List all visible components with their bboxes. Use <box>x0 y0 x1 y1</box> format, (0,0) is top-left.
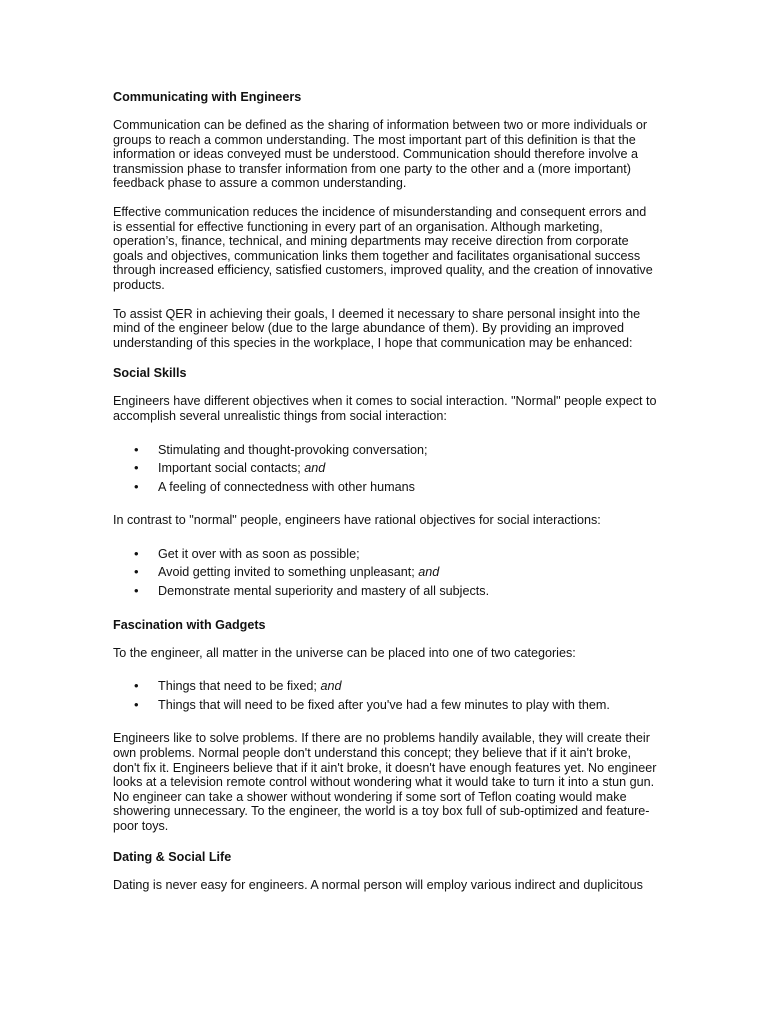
bullet-list <box>113 547 658 599</box>
list-item: • Stimulating and thought-provoking conversation; <box>134 441 428 457</box>
heading-dating: Dating & Social Life <box>113 849 232 864</box>
list-item: • Things that will need to be fixed after you've had a few minutes to play with them. <box>134 696 610 712</box>
list-item: • Avoid getting invited to something unpleasant; and <box>134 564 440 580</box>
paragraph: Effective communication reduces the incidence of misunderstanding and consequent errors and is essential for effective functioning in every part of an organisation. Although marketing, operation’s, finance, technical, and mining departments may receive direction from corporate goals and objectives, communication links them together and facilitates organisational success through increased efficiency, satisfied customers, improved quality, and the creation of innovative products. <box>113 204 653 292</box>
section-communicating <box>113 90 658 350</box>
paragraph: Communication can be defined as the sharing of information between two or more individuals or groups to reach a common understanding. The most important part of this definition is that the information or ideas conveyed must be understood. Communication should therefore involve a transmission phase to transfer information from one party to the other and a (more important) feedback phase to assure a common understanding. <box>113 118 648 191</box>
bullet-icon: • <box>134 478 139 494</box>
paragraph: In contrast to "normal" people, engineers have rational objectives for social interactions: <box>113 513 601 528</box>
paragraph: To the engineer, all matter in the universe can be placed into one of two categories: <box>113 645 576 660</box>
paragraph: Dating is never easy for engineers. A normal person will employ various indirect and duplicitous <box>113 877 643 892</box>
paragraph: Engineers have different objectives when it comes to social interaction. "Normal" people expect to accomplish several unrealistic things from social interaction: <box>113 394 657 423</box>
paragraph: To assist QER in achieving their goals, I deemed it necessary to share personal insight into the mind of the engineer below (due to the large abundance of them). By providing an improved understanding of this species in the workplace, I hope that communication may be enhanced: <box>113 306 641 350</box>
paragraph: Engineers like to solve problems. If there are no problems handily available, they will create their own problems. Normal people don't understand this concept; they believe that if it ain't broke, don't fix it. Engineers believe that if it ain't broke, it doesn't have enough features yet. No engineer looks at a television remote control without wondering what it would take to turn it into a stun gun. No engineer can take a shower without wondering if some sort of Teflon coating would make showering unnecessary. To the engineer, the world is a toy box full of sub-optimized and feature-poor toys. <box>113 731 657 833</box>
list-item: • Get it over with as soon as possible; <box>134 545 360 561</box>
document-page <box>113 90 658 906</box>
list-item: • Important social contacts; and <box>134 460 326 476</box>
bullet-list <box>113 443 658 495</box>
bullet-icon: • <box>134 564 139 580</box>
list-item: • A feeling of connectedness with other humans <box>134 478 415 494</box>
section-social-skills <box>113 366 658 598</box>
heading-social-skills: Social Skills <box>113 366 187 381</box>
heading-gadgets: Fascination with Gadgets <box>113 617 266 632</box>
bullet-icon: • <box>134 583 139 599</box>
section-dating <box>113 850 658 893</box>
section-gadgets <box>113 618 658 834</box>
bullet-icon: • <box>134 441 139 457</box>
heading-communicating: Communicating with Engineers <box>113 90 302 104</box>
bullet-icon: • <box>134 460 139 476</box>
list-item: • Things that need to be fixed; and <box>134 678 342 694</box>
bullet-icon: • <box>134 696 139 712</box>
bullet-icon: • <box>134 545 139 561</box>
list-item: • Demonstrate mental superiority and mastery of all subjects. <box>134 583 490 599</box>
bullet-list <box>113 679 658 712</box>
bullet-icon: • <box>134 678 139 694</box>
